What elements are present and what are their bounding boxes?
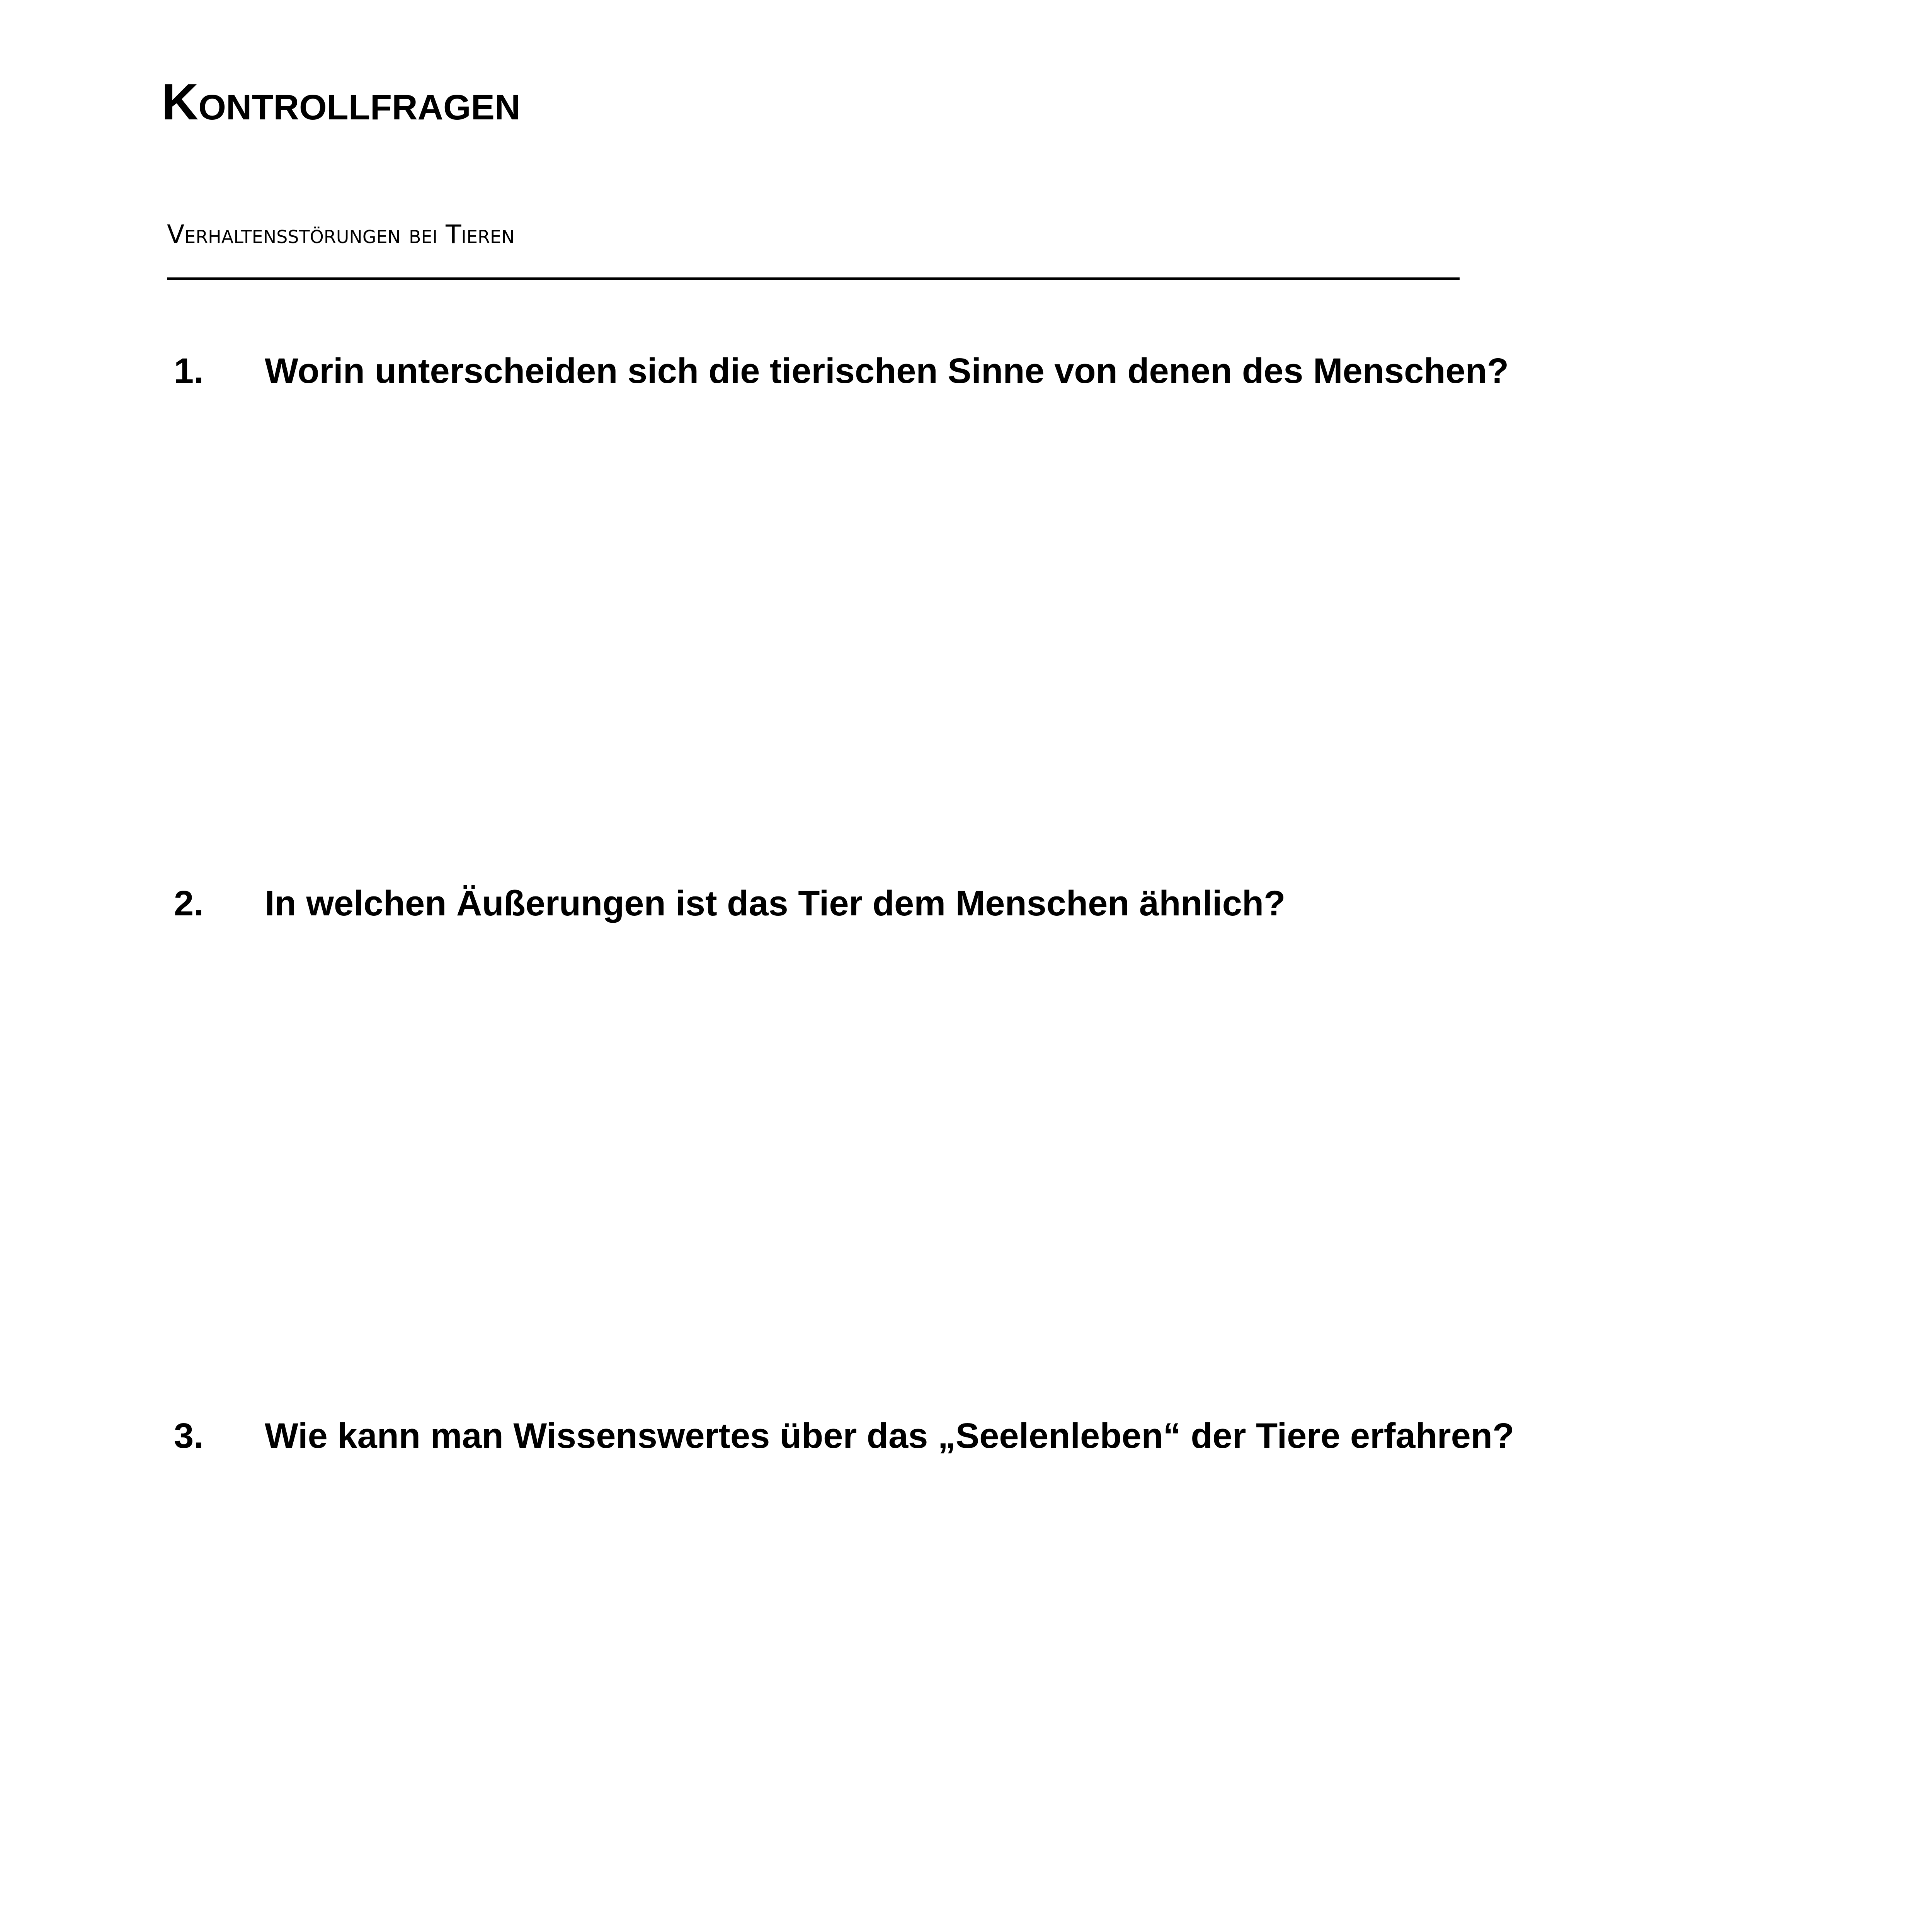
question-3 (174, 1412, 1867, 1460)
question-1 (174, 347, 1867, 395)
question-text: Worin unterscheiden sich die tierischen Sinne von denen des Menschen? (265, 351, 1509, 391)
page-title: Kontrollfragen (162, 73, 521, 130)
question-text: In welchen Äußerungen ist das Tier dem Menschen ähnlich? (265, 884, 1286, 923)
question-number: 3. (174, 1416, 204, 1456)
question-text: Wie kann man Wissenswertes über das „Seelenleben“ der Tiere erfahren? (265, 1416, 1514, 1456)
question-2 (174, 879, 1867, 927)
page-subtitle: Verhaltensstörungen bei Tieren (167, 219, 515, 249)
question-number: 2. (174, 884, 204, 923)
question-number: 1. (174, 351, 204, 391)
header-divider (167, 277, 1460, 280)
